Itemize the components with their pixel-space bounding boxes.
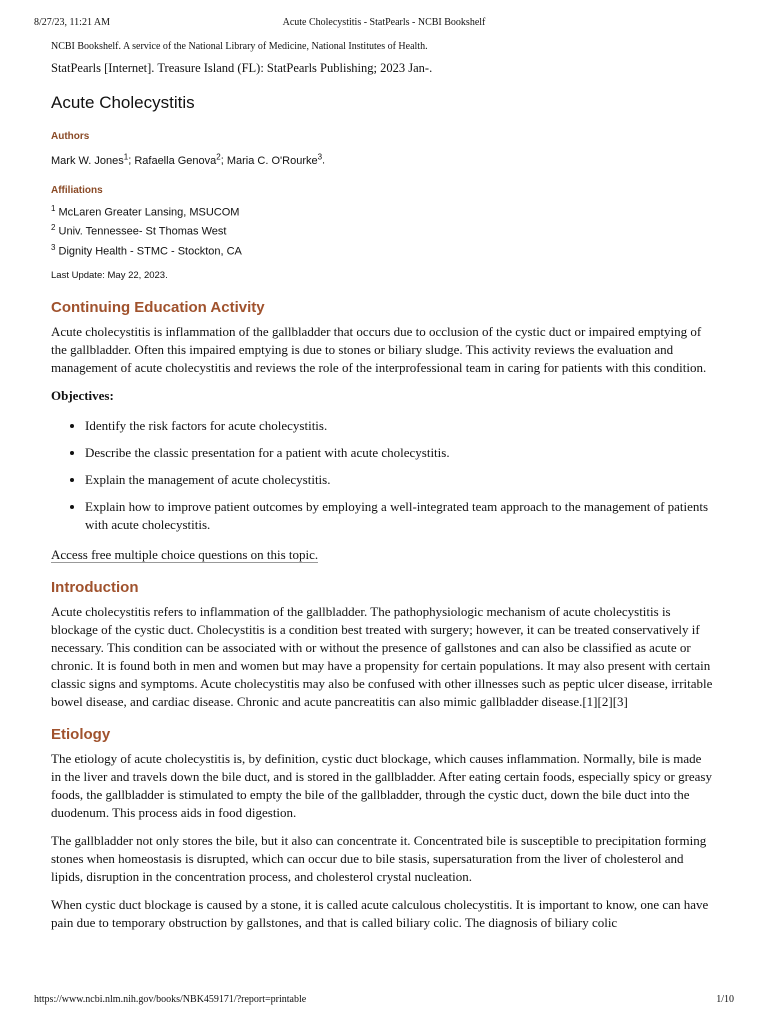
authors-list: Mark W. Jones$^1$; Rafaella Genova$^2$; Maria C. O'Rourke$^3$. <box>51 152 326 167</box>
section-heading-cea: Continuing Education Activity <box>51 298 265 316</box>
section-heading-introduction: Introduction <box>51 578 139 596</box>
book-citation: StatPearls [Internet]. Treasure Island (FL): StatPearls Publishing; 2023 Jan-. <box>51 61 433 75</box>
cea-paragraph: Acute cholecystitis is inflammation of the gallbladder that occurs due to occlusion of the cystic duct or impaired emptying of the gallbladder. Often this impaired emptying is due to stones or biliary sludge. This activity reviews the evaluation and management of acute cholecystitis and reviews the role of the interprofessional team in caring for patients with this condition. <box>51 323 707 375</box>
citation-link[interactable]: [1] <box>582 693 598 709</box>
citation-link[interactable]: [3] <box>612 693 628 709</box>
etiology-paragraph: The etiology of acute cholecystitis is, by definition, cystic duct blockage, which causes inflammation. Normally, bile is made in the liver and travels down the bile duct, and is stored in the gallbladder. After eating certain foods, especially spicy or greasy foods, the gallbladder is stimulated to empty the bile of the gallbladder, through the cystic duct, down the bile duct into the duodenum. This process aids in food digestion. <box>51 750 712 820</box>
objectives-heading: Objectives: <box>51 387 114 403</box>
objective-item: • Explain the management of acute cholecystitis. <box>85 471 713 489</box>
affiliations-heading: Affiliations <box>51 184 103 196</box>
etiology-paragraph: When cystic duct blockage is caused by a stone, it is called acute calculous cholecystitis. It is important to know, one can have pain due to temporary obstruction by gallstones, and that is called biliary colic. The diagnosis of biliary colic <box>51 896 709 930</box>
page-title: Acute Cholecystitis <box>51 93 195 112</box>
print-url: https://www.ncbi.nlm.nih.gov/books/NBK459171/?report=printable <box>34 994 307 1005</box>
print-page-title: Acute Cholecystitis - StatPearls - NCBI Bookshelf <box>282 17 486 28</box>
objective-item: • Explain how to improve patient outcomes by employing a well-integrated team approach to the management of patients with acute cholecystitis. <box>85 498 713 534</box>
author-link[interactable]: Maria C. O'Rourke$^3$ <box>226 152 323 167</box>
last-update: Last Update: May 22, 2023. <box>51 269 168 281</box>
objectives-list <box>51 417 713 534</box>
print-datetime: 8/27/23, 11:21 AM <box>34 17 111 28</box>
bookshelf-notice: NCBI Bookshelf. A service of the National Library of Medicine, National Institutes of Health. <box>51 41 428 52</box>
affiliation-item: $^3$ Dignity Health - STMC - Stockton, CA <box>51 242 242 258</box>
authors-heading: Authors <box>51 131 90 142</box>
affiliation-item: $^1$ McLaren Greater Lansing, MSUCOM <box>51 203 240 219</box>
objective-item: • Identify the risk factors for acute cholecystitis. <box>85 417 713 435</box>
affiliation-item: $^2$ Univ. Tennessee- St Thomas West <box>51 223 227 238</box>
author-link[interactable]: Mark W. Jones$^1$ <box>51 152 129 167</box>
introduction-paragraph: Acute cholecystitis refers to inflammation of the gallbladder. The pathophysiologic mechanism of acute cholecystitis is blockage of the cystic duct. Cholecystitis is a condition best treated with surgery; however, it can be treated conservatively if necessary. This condition can be associated with or without the presence of gallstones and can also be classified as acute or chronic. It is found both in men and women but may have a propensity for certain populations. It may also present with certain classic signs and symptoms. Acute cholecystitis may also be confused with other illnesses such as peptic ulcer disease, irritable bowel disease, and cardiac disease. Chronic and acute pancreatitis can also mimic gallbladder disease.[1][2][3] <box>51 603 713 709</box>
mcq-access-link[interactable]: Access free multiple choice questions on this topic. <box>51 546 319 562</box>
print-page-number: 1/10 <box>716 994 734 1005</box>
etiology-paragraph: The gallbladder not only stores the bile, but it also can concentrate it. Concentrated bile is susceptible to precipitation forming stones when homeostasis is disrupted, which can occur due to bile stasis, supersaturation from the liver of cholesterol and lipids, disruption in the concentration process, and cholesterol crystal nucleation. <box>51 832 707 884</box>
affiliations-list <box>51 201 713 260</box>
author-link[interactable]: Rafaella Genova$^2$ <box>134 152 221 167</box>
print-header <box>34 17 734 31</box>
section-heading-etiology: Etiology <box>51 725 111 743</box>
objective-item: • Describe the classic presentation for a patient with acute cholecystitis. <box>85 444 713 462</box>
print-footer <box>34 994 734 1008</box>
document-content <box>51 40 713 932</box>
citation-link[interactable]: [2] <box>597 693 613 709</box>
